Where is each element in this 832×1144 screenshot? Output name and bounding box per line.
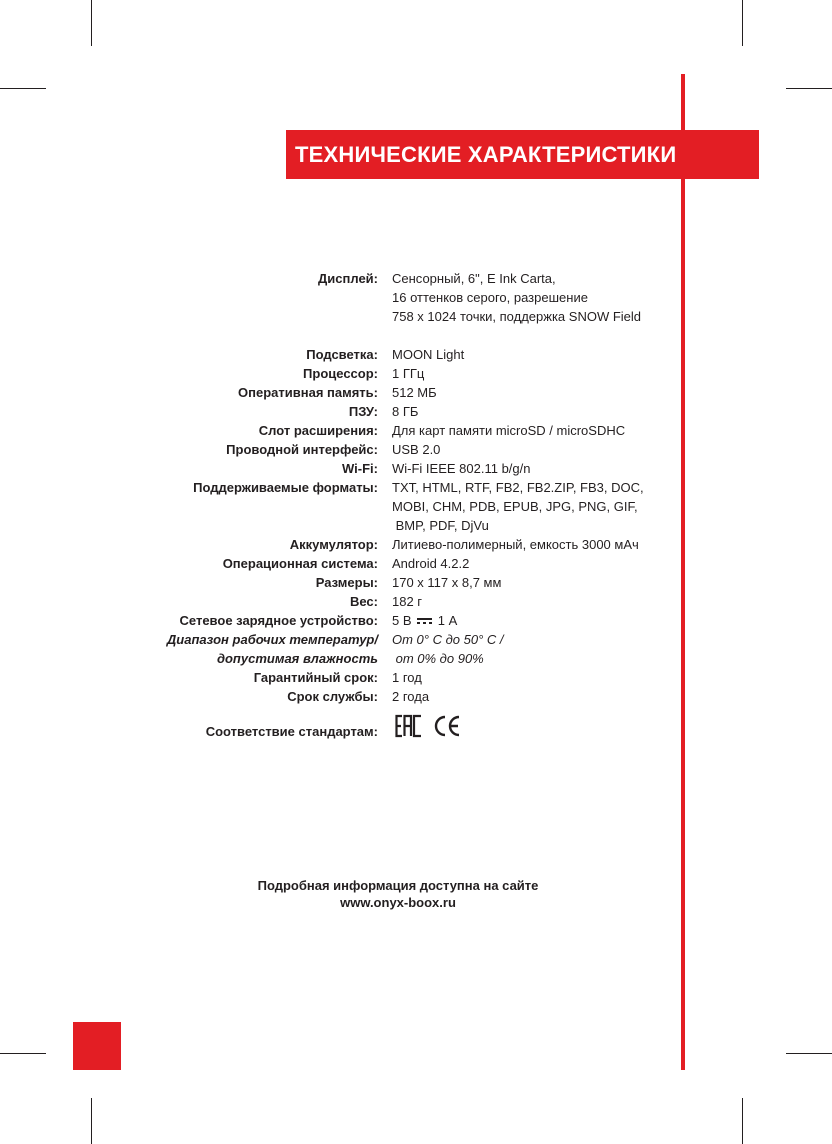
crop-mark <box>0 88 46 89</box>
spec-value: Для карт памяти microSD / microSDHC <box>392 423 626 438</box>
spec-label: ПЗУ: <box>348 404 378 419</box>
charger-voltage: 5 В <box>392 613 412 628</box>
spec-value: 1 ГГц <box>392 366 425 381</box>
spec-value: Android 4.2.2 <box>392 556 470 571</box>
spec-value: 182 г <box>392 594 423 609</box>
spec-value: 16 оттенков серого, разрешение <box>392 290 588 305</box>
title-banner <box>286 130 759 179</box>
charger-current: 1 А <box>437 613 458 628</box>
spec-label: Срок службы: <box>287 689 378 704</box>
spec-label: Гарантийный срок: <box>253 670 378 685</box>
spec-value: BMP, PDF, DjVu <box>392 518 489 533</box>
spec-value: MOON Light <box>392 347 465 362</box>
spec-label: Соответствие стандартам: <box>205 724 378 739</box>
crop-mark <box>786 1053 832 1054</box>
spec-value: 2 года <box>392 689 430 704</box>
spec-label: допустимая влажность <box>216 651 378 666</box>
spec-value: 1 год <box>392 670 422 685</box>
ce-mark-icon <box>433 714 461 738</box>
spec-label: Дисплей: <box>318 271 378 286</box>
spec-label: Аккумулятор: <box>289 537 378 552</box>
crop-mark <box>786 88 832 89</box>
spec-label: Слот расширения: <box>258 423 378 438</box>
crop-mark <box>0 1053 46 1054</box>
spec-value: TXT, HTML, RTF, FB2, FB2.ZIP, FB3, DOC, <box>392 480 644 495</box>
spec-label: Операционная система: <box>222 556 378 571</box>
spec-label: Размеры: <box>315 575 378 590</box>
footer-text: Подробная информация доступна на сайте <box>257 878 539 893</box>
dc-current-icon <box>417 617 432 626</box>
spec-value: от 0% до 90% <box>392 651 484 666</box>
spec-value: От 0° С до 50° С / <box>392 632 504 647</box>
spec-label: Проводной интерфейс: <box>226 442 378 457</box>
spec-label: Оперативная память: <box>238 385 378 400</box>
spec-label: Поддерживаемые форматы: <box>193 480 378 495</box>
spec-value: 170 x 117 x 8,7 мм <box>392 575 502 590</box>
certification-marks <box>395 712 461 740</box>
spec-value: 512 МБ <box>392 385 437 400</box>
spec-value: Сенсорный, 6", E Ink Carta, <box>392 271 556 286</box>
spec-value: 758 x 1024 точки, поддержка SNOW Field <box>392 309 641 324</box>
spec-label: Сетевое зарядное устройство: <box>179 613 378 628</box>
page-title: ТЕХНИЧЕСКИЕ ХАРАКТЕРИСТИКИ <box>295 141 677 167</box>
spec-value: MOBI, CHM, PDB, EPUB, JPG, PNG, GIF, <box>392 499 638 514</box>
spec-value <box>392 612 457 630</box>
eac-mark-icon <box>395 714 423 738</box>
spec-value: 8 ГБ <box>392 404 419 419</box>
spec-value: Wi-Fi IEEE 802.11 b/g/n <box>392 461 531 476</box>
red-vertical-stripe <box>681 74 685 1070</box>
spec-value: USB 2.0 <box>392 442 441 457</box>
crop-mark <box>91 1098 92 1144</box>
spec-label: Подсветка: <box>306 347 378 362</box>
crop-mark <box>91 0 92 46</box>
spec-label: Диапазон рабочих температур/ <box>166 632 378 647</box>
crop-mark <box>742 0 743 46</box>
spec-value: Литиево-полимерный, емкость 3000 мАч <box>392 537 639 552</box>
crop-mark <box>742 1098 743 1144</box>
spec-label: Процессор: <box>303 366 378 381</box>
spec-label: Вес: <box>349 594 378 609</box>
red-corner-square <box>73 1022 121 1070</box>
spec-label: Wi-Fi: <box>342 461 378 476</box>
website-link[interactable]: www.onyx-boox.ru <box>340 895 456 910</box>
